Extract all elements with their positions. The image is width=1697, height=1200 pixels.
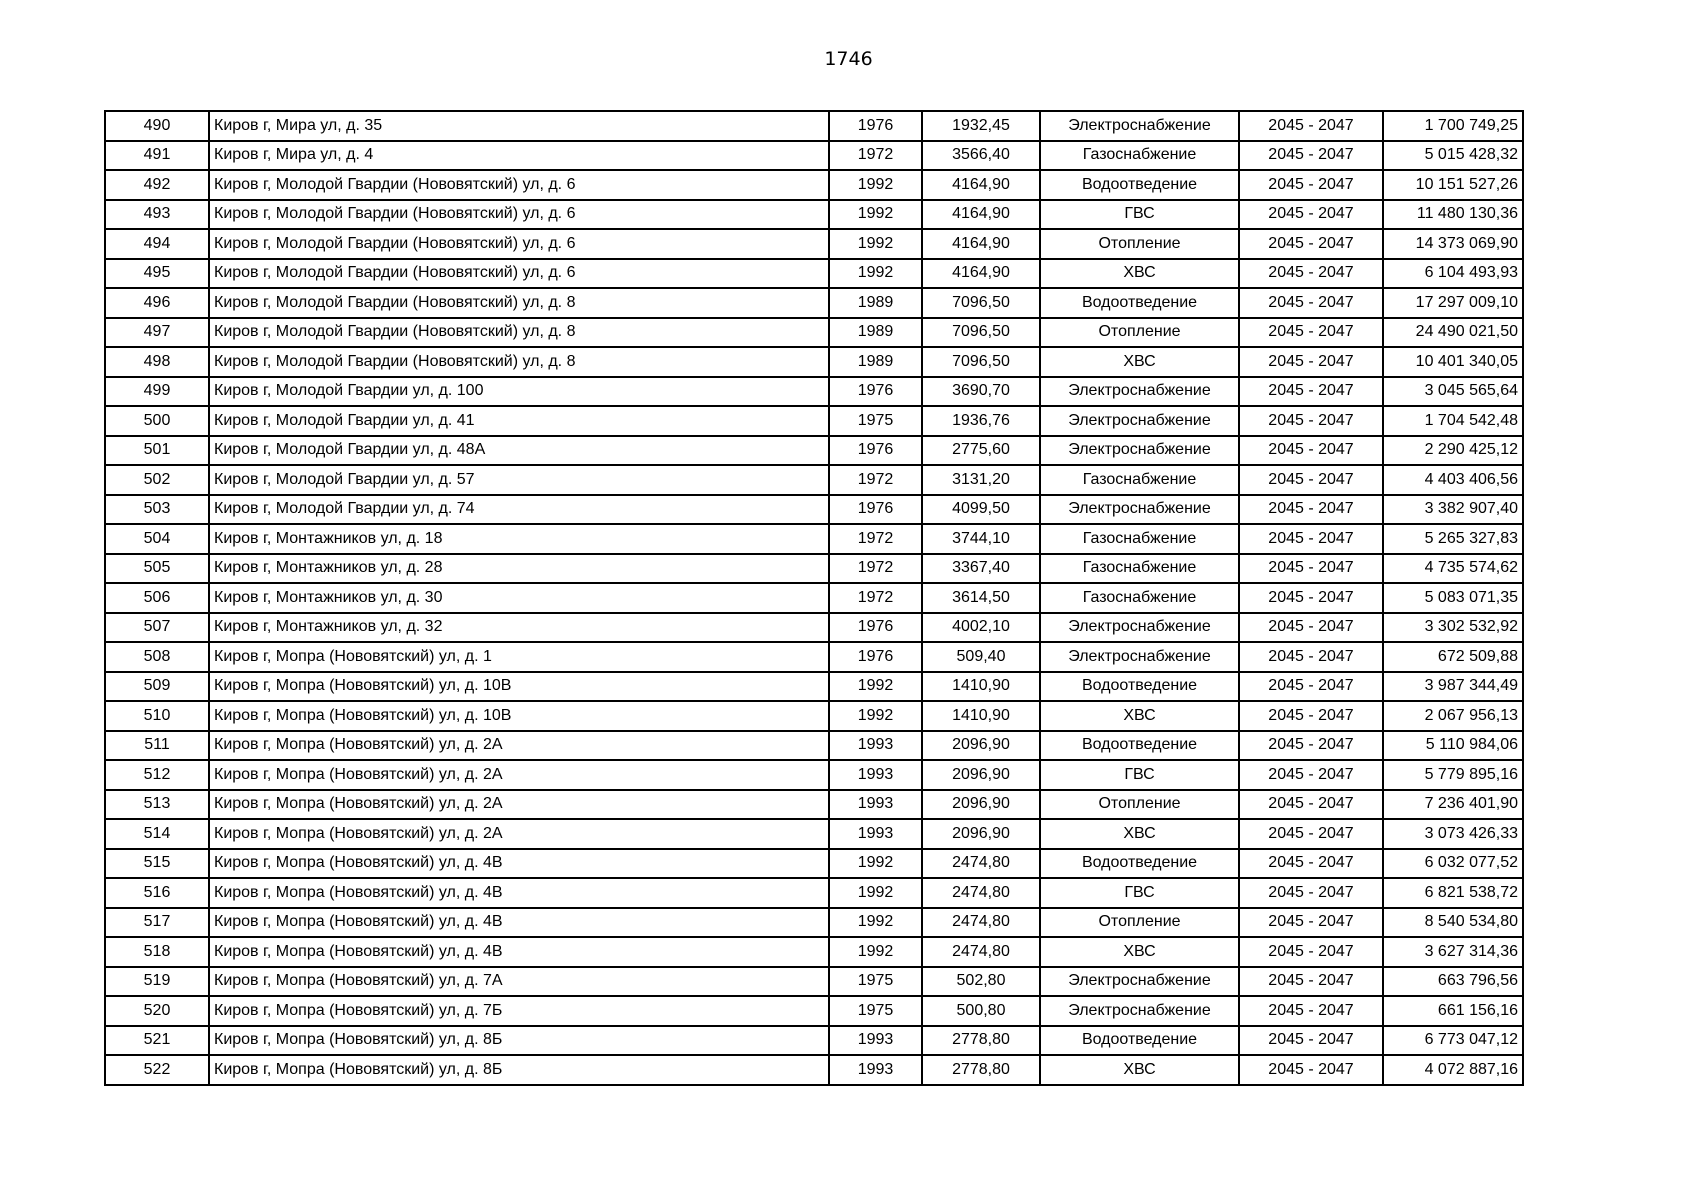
- row-number-cell: 509: [105, 672, 209, 702]
- service-cell: Электроснабжение: [1040, 495, 1239, 525]
- table-row: [105, 495, 1523, 525]
- period-cell: 2045 - 2047: [1239, 318, 1383, 348]
- row-number-cell: 496: [105, 288, 209, 318]
- cost-cell: 10 151 527,26: [1383, 170, 1523, 200]
- cost-cell: 3 073 426,33: [1383, 819, 1523, 849]
- area-cell: 4164,90: [922, 200, 1040, 230]
- service-cell: Электроснабжение: [1040, 111, 1239, 141]
- cost-cell: 4 072 887,16: [1383, 1055, 1523, 1085]
- row-number-cell: 495: [105, 259, 209, 289]
- table-row: [105, 908, 1523, 938]
- address-cell: Киров г, Мопра (Нововятский) ул, д. 2А: [209, 731, 829, 761]
- table-row: [105, 790, 1523, 820]
- year-cell: 1989: [829, 318, 922, 348]
- row-number-cell: 518: [105, 937, 209, 967]
- cost-cell: 8 540 534,80: [1383, 908, 1523, 938]
- row-number-cell: 520: [105, 996, 209, 1026]
- table-row: [105, 111, 1523, 141]
- service-cell: Электроснабжение: [1040, 996, 1239, 1026]
- area-cell: 2474,80: [922, 908, 1040, 938]
- area-cell: 509,40: [922, 642, 1040, 672]
- row-number-cell: 517: [105, 908, 209, 938]
- row-number-cell: 497: [105, 318, 209, 348]
- service-cell: Водоотведение: [1040, 1026, 1239, 1056]
- period-cell: 2045 - 2047: [1239, 259, 1383, 289]
- address-cell: Киров г, Мопра (Нововятский) ул, д. 10В: [209, 672, 829, 702]
- row-number-cell: 506: [105, 583, 209, 613]
- cost-cell: 3 627 314,36: [1383, 937, 1523, 967]
- service-cell: ГВС: [1040, 878, 1239, 908]
- area-cell: 2474,80: [922, 849, 1040, 879]
- address-cell: Киров г, Мопра (Нововятский) ул, д. 8Б: [209, 1055, 829, 1085]
- row-number-cell: 504: [105, 524, 209, 554]
- period-cell: 2045 - 2047: [1239, 406, 1383, 436]
- area-cell: 7096,50: [922, 318, 1040, 348]
- period-cell: 2045 - 2047: [1239, 996, 1383, 1026]
- address-cell: Киров г, Мопра (Нововятский) ул, д. 4В: [209, 878, 829, 908]
- cost-cell: 3 302 532,92: [1383, 613, 1523, 643]
- table-row: [105, 259, 1523, 289]
- table-row: [105, 229, 1523, 259]
- period-cell: 2045 - 2047: [1239, 495, 1383, 525]
- period-cell: 2045 - 2047: [1239, 583, 1383, 613]
- year-cell: 1992: [829, 701, 922, 731]
- year-cell: 1992: [829, 937, 922, 967]
- row-number-cell: 521: [105, 1026, 209, 1056]
- service-cell: Отопление: [1040, 790, 1239, 820]
- year-cell: 1972: [829, 524, 922, 554]
- cost-cell: 3 987 344,49: [1383, 672, 1523, 702]
- cost-cell: 14 373 069,90: [1383, 229, 1523, 259]
- period-cell: 2045 - 2047: [1239, 1026, 1383, 1056]
- period-cell: 2045 - 2047: [1239, 790, 1383, 820]
- year-cell: 1992: [829, 878, 922, 908]
- table-row: [105, 524, 1523, 554]
- address-cell: Киров г, Молодой Гвардии ул, д. 74: [209, 495, 829, 525]
- area-cell: 3367,40: [922, 554, 1040, 584]
- area-cell: 3744,10: [922, 524, 1040, 554]
- area-cell: 2778,80: [922, 1026, 1040, 1056]
- cost-cell: 7 236 401,90: [1383, 790, 1523, 820]
- period-cell: 2045 - 2047: [1239, 701, 1383, 731]
- address-cell: Киров г, Молодой Гвардии ул, д. 100: [209, 377, 829, 407]
- table-row: [105, 731, 1523, 761]
- table-row: [105, 200, 1523, 230]
- period-cell: 2045 - 2047: [1239, 613, 1383, 643]
- period-cell: 2045 - 2047: [1239, 524, 1383, 554]
- cost-cell: 672 509,88: [1383, 642, 1523, 672]
- year-cell: 1972: [829, 583, 922, 613]
- period-cell: 2045 - 2047: [1239, 111, 1383, 141]
- service-cell: Электроснабжение: [1040, 613, 1239, 643]
- period-cell: 2045 - 2047: [1239, 937, 1383, 967]
- service-cell: ХВС: [1040, 259, 1239, 289]
- service-cell: Электроснабжение: [1040, 406, 1239, 436]
- year-cell: 1993: [829, 731, 922, 761]
- service-cell: ХВС: [1040, 937, 1239, 967]
- address-cell: Киров г, Молодой Гвардии (Нововятский) ул, д. 6: [209, 259, 829, 289]
- period-cell: 2045 - 2047: [1239, 141, 1383, 171]
- table-row: [105, 554, 1523, 584]
- row-number-cell: 490: [105, 111, 209, 141]
- area-cell: 3614,50: [922, 583, 1040, 613]
- address-cell: Киров г, Монтажников ул, д. 18: [209, 524, 829, 554]
- table-row: [105, 701, 1523, 731]
- year-cell: 1976: [829, 613, 922, 643]
- period-cell: 2045 - 2047: [1239, 672, 1383, 702]
- cost-cell: 3 045 565,64: [1383, 377, 1523, 407]
- area-cell: 3131,20: [922, 465, 1040, 495]
- service-cell: Водоотведение: [1040, 731, 1239, 761]
- table-row: [105, 672, 1523, 702]
- year-cell: 1992: [829, 908, 922, 938]
- address-cell: Киров г, Молодой Гвардии (Нововятский) ул, д. 6: [209, 170, 829, 200]
- table-row: [105, 760, 1523, 790]
- table-body: [105, 111, 1523, 1085]
- table-row: [105, 170, 1523, 200]
- row-number-cell: 492: [105, 170, 209, 200]
- area-cell: 7096,50: [922, 288, 1040, 318]
- period-cell: 2045 - 2047: [1239, 170, 1383, 200]
- period-cell: 2045 - 2047: [1239, 465, 1383, 495]
- area-cell: 502,80: [922, 967, 1040, 997]
- row-number-cell: 507: [105, 613, 209, 643]
- cost-cell: 4 403 406,56: [1383, 465, 1523, 495]
- period-cell: 2045 - 2047: [1239, 436, 1383, 466]
- row-number-cell: 502: [105, 465, 209, 495]
- year-cell: 1992: [829, 200, 922, 230]
- period-cell: 2045 - 2047: [1239, 967, 1383, 997]
- row-number-cell: 516: [105, 878, 209, 908]
- service-cell: Электроснабжение: [1040, 642, 1239, 672]
- period-cell: 2045 - 2047: [1239, 229, 1383, 259]
- table-row: [105, 377, 1523, 407]
- table-row: [105, 613, 1523, 643]
- area-cell: 500,80: [922, 996, 1040, 1026]
- area-cell: 1410,90: [922, 701, 1040, 731]
- page-number: 1746: [824, 48, 873, 70]
- service-cell: ХВС: [1040, 701, 1239, 731]
- address-cell: Киров г, Мопра (Нововятский) ул, д. 1: [209, 642, 829, 672]
- period-cell: 2045 - 2047: [1239, 347, 1383, 377]
- table-row: [105, 967, 1523, 997]
- year-cell: 1976: [829, 642, 922, 672]
- table-row: [105, 318, 1523, 348]
- period-cell: 2045 - 2047: [1239, 200, 1383, 230]
- address-cell: Киров г, Молодой Гвардии (Нововятский) ул, д. 6: [209, 229, 829, 259]
- cost-cell: 6 032 077,52: [1383, 849, 1523, 879]
- address-cell: Киров г, Мопра (Нововятский) ул, д. 10В: [209, 701, 829, 731]
- cost-cell: 11 480 130,36: [1383, 200, 1523, 230]
- cost-cell: 5 265 327,83: [1383, 524, 1523, 554]
- area-cell: 7096,50: [922, 347, 1040, 377]
- row-number-cell: 508: [105, 642, 209, 672]
- table-row: [105, 347, 1523, 377]
- service-cell: Газоснабжение: [1040, 141, 1239, 171]
- area-cell: 2096,90: [922, 819, 1040, 849]
- period-cell: 2045 - 2047: [1239, 731, 1383, 761]
- table-row: [105, 642, 1523, 672]
- table-row: [105, 1055, 1523, 1085]
- table-row: [105, 937, 1523, 967]
- cost-cell: 6 821 538,72: [1383, 878, 1523, 908]
- address-cell: Киров г, Мопра (Нововятский) ул, д. 8Б: [209, 1026, 829, 1056]
- table-row: [105, 996, 1523, 1026]
- cost-cell: 5 015 428,32: [1383, 141, 1523, 171]
- cost-cell: 1 700 749,25: [1383, 111, 1523, 141]
- row-number-cell: 513: [105, 790, 209, 820]
- row-number-cell: 494: [105, 229, 209, 259]
- service-cell: Электроснабжение: [1040, 967, 1239, 997]
- row-number-cell: 501: [105, 436, 209, 466]
- service-cell: Газоснабжение: [1040, 554, 1239, 584]
- table-row: [105, 465, 1523, 495]
- service-cell: Электроснабжение: [1040, 377, 1239, 407]
- service-cell: ХВС: [1040, 819, 1239, 849]
- address-cell: Киров г, Монтажников ул, д. 28: [209, 554, 829, 584]
- address-cell: Киров г, Мопра (Нововятский) ул, д. 7А: [209, 967, 829, 997]
- address-cell: Киров г, Молодой Гвардии ул, д. 48А: [209, 436, 829, 466]
- year-cell: 1976: [829, 111, 922, 141]
- year-cell: 1975: [829, 996, 922, 1026]
- area-cell: 1936,76: [922, 406, 1040, 436]
- year-cell: 1976: [829, 436, 922, 466]
- year-cell: 1989: [829, 288, 922, 318]
- table-row: [105, 141, 1523, 171]
- service-cell: Газоснабжение: [1040, 465, 1239, 495]
- cost-cell: 663 796,56: [1383, 967, 1523, 997]
- address-cell: Киров г, Мопра (Нововятский) ул, д. 7Б: [209, 996, 829, 1026]
- service-cell: Водоотведение: [1040, 170, 1239, 200]
- service-cell: Отопление: [1040, 229, 1239, 259]
- year-cell: 1989: [829, 347, 922, 377]
- period-cell: 2045 - 2047: [1239, 878, 1383, 908]
- row-number-cell: 515: [105, 849, 209, 879]
- cost-cell: 4 735 574,62: [1383, 554, 1523, 584]
- year-cell: 1976: [829, 377, 922, 407]
- address-cell: Киров г, Мира ул, д. 4: [209, 141, 829, 171]
- area-cell: 2474,80: [922, 937, 1040, 967]
- period-cell: 2045 - 2047: [1239, 554, 1383, 584]
- area-cell: 1932,45: [922, 111, 1040, 141]
- row-number-cell: 522: [105, 1055, 209, 1085]
- table-row: [105, 436, 1523, 466]
- address-cell: Киров г, Молодой Гвардии ул, д. 57: [209, 465, 829, 495]
- year-cell: 1993: [829, 1055, 922, 1085]
- cost-cell: 24 490 021,50: [1383, 318, 1523, 348]
- service-cell: Отопление: [1040, 318, 1239, 348]
- area-cell: 2096,90: [922, 790, 1040, 820]
- cost-cell: 661 156,16: [1383, 996, 1523, 1026]
- address-cell: Киров г, Молодой Гвардии (Нововятский) ул, д. 6: [209, 200, 829, 230]
- period-cell: 2045 - 2047: [1239, 849, 1383, 879]
- address-cell: Киров г, Молодой Гвардии ул, д. 41: [209, 406, 829, 436]
- address-cell: Киров г, Мопра (Нововятский) ул, д. 2А: [209, 819, 829, 849]
- row-number-cell: 503: [105, 495, 209, 525]
- period-cell: 2045 - 2047: [1239, 819, 1383, 849]
- area-cell: 2096,90: [922, 760, 1040, 790]
- address-cell: Киров г, Мира ул, д. 35: [209, 111, 829, 141]
- year-cell: 1993: [829, 1026, 922, 1056]
- period-cell: 2045 - 2047: [1239, 377, 1383, 407]
- area-cell: 4164,90: [922, 170, 1040, 200]
- year-cell: 1992: [829, 259, 922, 289]
- table-row: [105, 583, 1523, 613]
- service-cell: Электроснабжение: [1040, 436, 1239, 466]
- service-cell: ГВС: [1040, 760, 1239, 790]
- area-cell: 1410,90: [922, 672, 1040, 702]
- period-cell: 2045 - 2047: [1239, 288, 1383, 318]
- table-row: [105, 849, 1523, 879]
- service-cell: ХВС: [1040, 1055, 1239, 1085]
- period-cell: 2045 - 2047: [1239, 760, 1383, 790]
- year-cell: 1975: [829, 406, 922, 436]
- area-cell: 3690,70: [922, 377, 1040, 407]
- row-number-cell: 519: [105, 967, 209, 997]
- cost-cell: 10 401 340,05: [1383, 347, 1523, 377]
- address-cell: Киров г, Молодой Гвардии (Нововятский) ул, д. 8: [209, 288, 829, 318]
- row-number-cell: 511: [105, 731, 209, 761]
- row-number-cell: 498: [105, 347, 209, 377]
- area-cell: 4002,10: [922, 613, 1040, 643]
- year-cell: 1993: [829, 819, 922, 849]
- service-cell: Водоотведение: [1040, 288, 1239, 318]
- year-cell: 1975: [829, 967, 922, 997]
- service-cell: Газоснабжение: [1040, 524, 1239, 554]
- address-cell: Киров г, Молодой Гвардии (Нововятский) ул, д. 8: [209, 318, 829, 348]
- area-cell: 3566,40: [922, 141, 1040, 171]
- address-cell: Киров г, Молодой Гвардии (Нововятский) ул, д. 8: [209, 347, 829, 377]
- period-cell: 2045 - 2047: [1239, 642, 1383, 672]
- table-row: [105, 819, 1523, 849]
- repair-schedule-table: [104, 110, 1524, 1086]
- year-cell: 1972: [829, 465, 922, 495]
- service-cell: ГВС: [1040, 200, 1239, 230]
- address-cell: Киров г, Мопра (Нововятский) ул, д. 2А: [209, 790, 829, 820]
- area-cell: 4164,90: [922, 259, 1040, 289]
- area-cell: 2775,60: [922, 436, 1040, 466]
- address-cell: Киров г, Мопра (Нововятский) ул, д. 4В: [209, 908, 829, 938]
- cost-cell: 3 382 907,40: [1383, 495, 1523, 525]
- cost-cell: 5 083 071,35: [1383, 583, 1523, 613]
- year-cell: 1992: [829, 229, 922, 259]
- area-cell: 2096,90: [922, 731, 1040, 761]
- cost-cell: 6 104 493,93: [1383, 259, 1523, 289]
- service-cell: Водоотведение: [1040, 672, 1239, 702]
- table-row: [105, 406, 1523, 436]
- table-row: [105, 288, 1523, 318]
- row-number-cell: 510: [105, 701, 209, 731]
- year-cell: 1976: [829, 495, 922, 525]
- area-cell: 2474,80: [922, 878, 1040, 908]
- cost-cell: 1 704 542,48: [1383, 406, 1523, 436]
- service-cell: Газоснабжение: [1040, 583, 1239, 613]
- service-cell: Отопление: [1040, 908, 1239, 938]
- cost-cell: 5 779 895,16: [1383, 760, 1523, 790]
- year-cell: 1992: [829, 170, 922, 200]
- address-cell: Киров г, Мопра (Нововятский) ул, д. 4В: [209, 937, 829, 967]
- area-cell: 2778,80: [922, 1055, 1040, 1085]
- row-number-cell: 514: [105, 819, 209, 849]
- year-cell: 1972: [829, 141, 922, 171]
- year-cell: 1992: [829, 672, 922, 702]
- cost-cell: 5 110 984,06: [1383, 731, 1523, 761]
- row-number-cell: 493: [105, 200, 209, 230]
- row-number-cell: 491: [105, 141, 209, 171]
- table-row: [105, 1026, 1523, 1056]
- area-cell: 4164,90: [922, 229, 1040, 259]
- cost-cell: 2 290 425,12: [1383, 436, 1523, 466]
- cost-cell: 17 297 009,10: [1383, 288, 1523, 318]
- year-cell: 1993: [829, 790, 922, 820]
- address-cell: Киров г, Мопра (Нововятский) ул, д. 2А: [209, 760, 829, 790]
- address-cell: Киров г, Мопра (Нововятский) ул, д. 4В: [209, 849, 829, 879]
- row-number-cell: 505: [105, 554, 209, 584]
- period-cell: 2045 - 2047: [1239, 1055, 1383, 1085]
- area-cell: 4099,50: [922, 495, 1040, 525]
- address-cell: Киров г, Монтажников ул, д. 32: [209, 613, 829, 643]
- year-cell: 1972: [829, 554, 922, 584]
- address-cell: Киров г, Монтажников ул, д. 30: [209, 583, 829, 613]
- year-cell: 1993: [829, 760, 922, 790]
- year-cell: 1992: [829, 849, 922, 879]
- period-cell: 2045 - 2047: [1239, 908, 1383, 938]
- cost-cell: 6 773 047,12: [1383, 1026, 1523, 1056]
- row-number-cell: 500: [105, 406, 209, 436]
- table-row: [105, 878, 1523, 908]
- service-cell: ХВС: [1040, 347, 1239, 377]
- row-number-cell: 499: [105, 377, 209, 407]
- service-cell: Водоотведение: [1040, 849, 1239, 879]
- cost-cell: 2 067 956,13: [1383, 701, 1523, 731]
- row-number-cell: 512: [105, 760, 209, 790]
